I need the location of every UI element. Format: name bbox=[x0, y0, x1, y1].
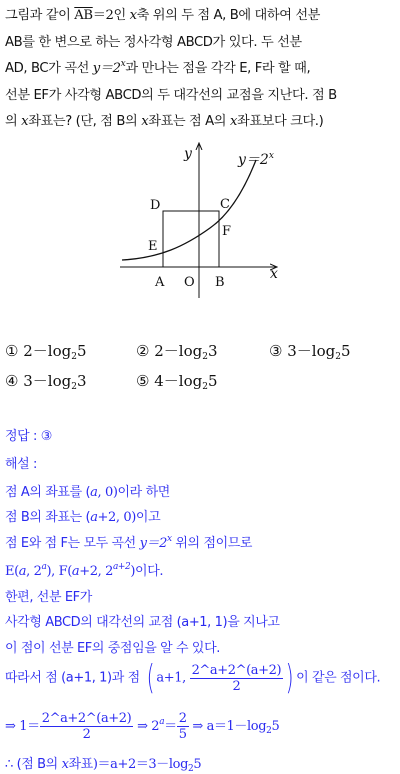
answer-line: 정답 : ③ bbox=[5, 429, 53, 444]
choice-4[interactable]: ④ $3-\log_23$ bbox=[5, 372, 87, 392]
choice-5[interactable]: ⑤ $4-\log_25$ bbox=[136, 372, 218, 392]
choice-3[interactable]: ③ $3-\log_25$ bbox=[269, 342, 351, 362]
y-axis-label: y bbox=[184, 146, 192, 162]
point-d-label: D bbox=[150, 198, 161, 213]
solution-line-1: 점 A의 좌표를 (a, 0)이라 하면 bbox=[5, 485, 170, 500]
point-f-label: F bbox=[222, 224, 232, 239]
problem-line-4: 선분 EF가 사각형 ABCD의 두 대각선의 교점을 지난다. 점 B bbox=[5, 87, 337, 103]
solution-heading: 해설 : bbox=[5, 457, 38, 472]
problem-line-3: AD, BC가 곡선 $y=2^x$과 만나는 점을 각각 E, F라 할 때, bbox=[5, 59, 311, 76]
problem-line-1: 그림과 같이 $\overline{AB}=2$인 x축 위의 두 점 A, B에 대하여 선분 bbox=[5, 8, 321, 23]
curve-label: $y=2^x$ bbox=[238, 151, 274, 168]
origin-label: O bbox=[184, 275, 195, 290]
graph-figure bbox=[100, 138, 290, 300]
solution-line-9: ⇒ 1＝ $\frac{2\^{}a+2\^{}(a+2)}{2}$ ⇒ $2^a=$ $\frac{2}{5}$ ⇒ $a=1-\log_25$ bbox=[5, 711, 280, 742]
solution-line-10: ∴ (점 B의 x좌표)$=a+2=3-\log_25$ bbox=[5, 757, 202, 774]
problem-line-5: 의 x좌표는? (단, 점 B의 x좌표는 점 A의 x좌표보다 크다.) bbox=[5, 114, 324, 129]
solution-line-6: 사각형 ABCD의 대각선의 교점 (a+1, 1)을 지나고 bbox=[5, 615, 280, 630]
exponential-curve bbox=[122, 160, 256, 260]
solution-line-4: E(a, 2$^a$), F(a+2, $2^{a+2}$)이다. bbox=[5, 562, 164, 579]
solution-line-2: 점 B의 좌표는 (a+2, 0)이고 bbox=[5, 510, 161, 525]
solution-line-3: 점 E와 점 F는 모두 곡선 $y=2^x$ 위의 점이므로 bbox=[5, 534, 253, 551]
point-a-label: A bbox=[155, 275, 165, 290]
point-e-label: E bbox=[148, 239, 158, 254]
fraction-two-fifths: $\frac{2}{5}$ bbox=[178, 711, 187, 742]
choice-1[interactable]: ① $2-\log_25$ bbox=[5, 342, 87, 362]
fraction-midpoint: $\frac{2\^{}a+2\^{}(a+2)}{2}$ bbox=[191, 662, 282, 694]
square-abcd bbox=[163, 211, 219, 267]
problem-text bbox=[5, 3, 395, 136]
point-b-label: B bbox=[215, 275, 225, 290]
fraction-equation: $\frac{2\^{}a+2\^{}(a+2)}{2}$ bbox=[41, 711, 132, 742]
problem-line-2: AB를 한 변으로 하는 정사각형 ABCD가 있다. 두 선분 bbox=[5, 34, 302, 50]
point-c-label: C bbox=[220, 197, 230, 212]
choice-2[interactable]: ② $2-\log_23$ bbox=[136, 342, 218, 362]
solution-line-8: 따라서 점 (a+1, 1)과 점 ( a+1, $\frac{2\^{}a+2\^{}(a+2)}{2}$ ) 이 같은 점이다. bbox=[5, 658, 381, 698]
solution-line-5: 한편, 선분 EF가 bbox=[5, 590, 92, 605]
solution-line-7: 이 점이 선분 EF의 중점임을 알 수 있다. bbox=[5, 641, 220, 656]
x-axis-label: x bbox=[270, 266, 278, 282]
